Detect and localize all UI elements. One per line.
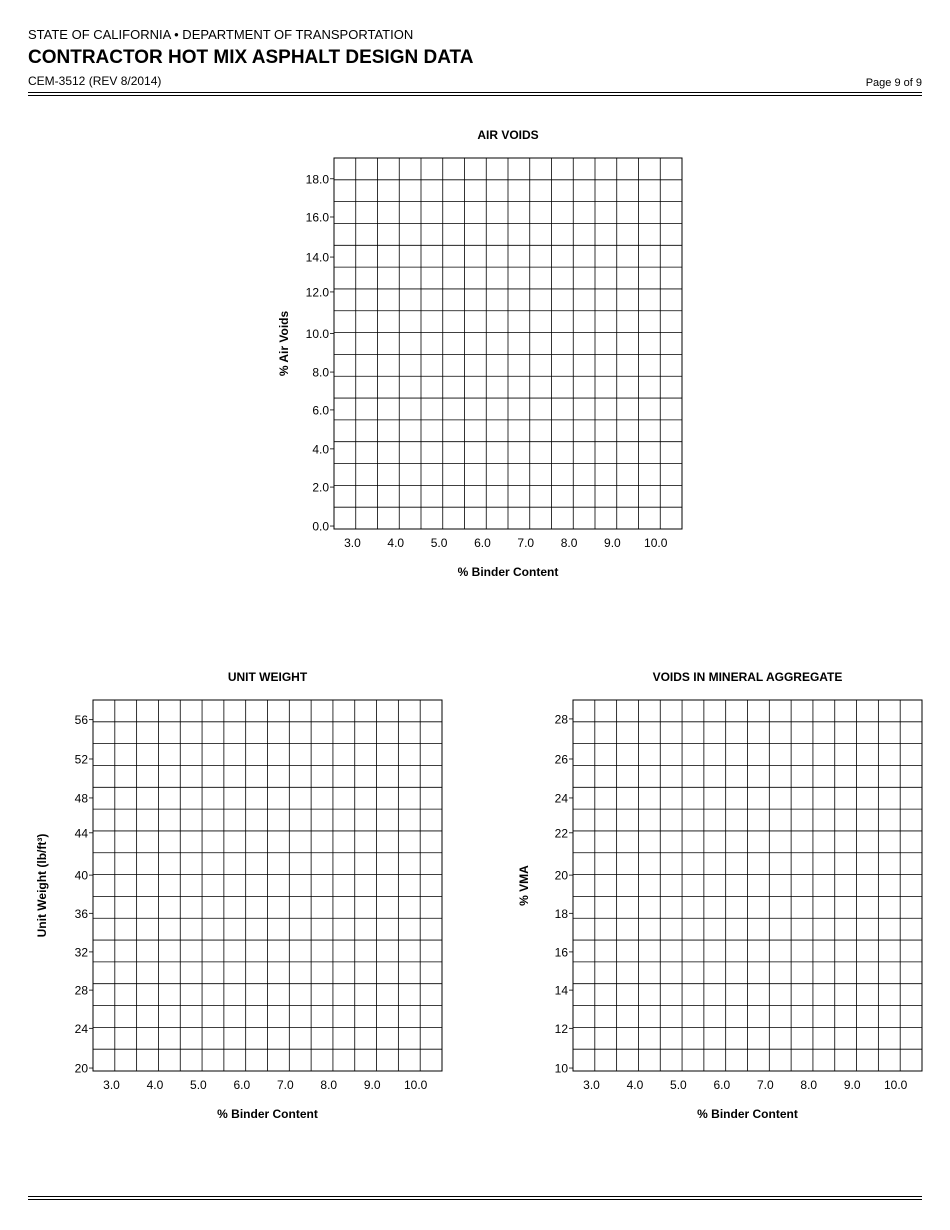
air-voids-y-tick-label: 12.0 <box>305 285 329 300</box>
unit-weight-chart <box>35 670 442 1121</box>
air-voids-chart <box>277 128 682 579</box>
vma-y-tick-label: 20 <box>554 868 568 883</box>
air-voids-y-tick-label: 16.0 <box>305 210 329 225</box>
unit-weight-x-tick-label: 5.0 <box>190 1078 207 1092</box>
vma-chart <box>517 670 922 1121</box>
vma-y-tick-label: 14 <box>554 983 568 998</box>
vma-x-tick-label: 5.0 <box>670 1078 687 1092</box>
form-title: CONTRACTOR HOT MIX ASPHALT DESIGN DATA <box>28 47 474 68</box>
agency-name: STATE OF CALIFORNIA • DEPARTMENT OF TRANSPORTATION <box>28 27 414 42</box>
air-voids-x-tick-label: 8.0 <box>560 536 578 550</box>
vma-y-tick-label: 26 <box>554 752 568 767</box>
air-voids-y-tick-label: 10.0 <box>305 326 329 341</box>
vma-x-tick-label: 4.0 <box>626 1078 644 1092</box>
air-voids-y-axis-label: % Air Voids <box>277 310 291 377</box>
air-voids-y-tick-label: 8.0 <box>312 365 329 380</box>
unit-weight-y-tick-label: 44 <box>74 826 88 841</box>
air-voids-y-tick-label: 2.0 <box>312 480 329 495</box>
unit-weight-y-tick-label: 32 <box>74 945 88 960</box>
page-number: Page 9 of 9 <box>865 77 922 89</box>
vma-x-tick-label: 7.0 <box>756 1078 774 1092</box>
air-voids-x-tick-label: 9.0 <box>604 536 621 550</box>
air-voids-y-tick-label: 18.0 <box>305 172 329 187</box>
vma-y-axis-label: % VMA <box>517 865 531 906</box>
footer-rule-bottom <box>28 1199 922 1200</box>
air-voids-x-tick-label: 7.0 <box>517 536 535 550</box>
unit-weight-x-axis-label: % Binder Content <box>217 1107 318 1121</box>
unit-weight-x-tick-label: 6.0 <box>233 1078 251 1092</box>
vma-y-tick-label: 28 <box>554 712 568 727</box>
unit-weight-y-tick-label: 36 <box>74 906 88 921</box>
unit-weight-y-tick-label: 28 <box>74 983 88 998</box>
vma-x-tick-label: 6.0 <box>713 1078 731 1092</box>
vma-y-tick-label: 12 <box>554 1021 568 1036</box>
vma-x-tick-label: 10.0 <box>883 1078 908 1092</box>
vma-y-tick-label: 18 <box>554 906 568 921</box>
vma-y-tick-label: 24 <box>554 791 568 806</box>
air-voids-y-tick-label: 14.0 <box>305 250 329 265</box>
vma-y-tick-label: 16 <box>554 945 568 960</box>
unit-weight-y-axis-label: Unit Weight (lb/ft³) <box>35 833 49 938</box>
vma-x-tick-label: 8.0 <box>800 1078 818 1092</box>
form-number: CEM-3512 (REV 8/2014) <box>28 74 162 88</box>
unit-weight-title: UNIT WEIGHT <box>227 670 308 684</box>
unit-weight-x-tick-label: 10.0 <box>403 1078 428 1092</box>
air-voids-x-tick-label: 4.0 <box>387 536 405 550</box>
unit-weight-x-tick-label: 8.0 <box>320 1078 338 1092</box>
air-voids-x-tick-label: 6.0 <box>474 536 491 550</box>
unit-weight-x-tick-label: 4.0 <box>146 1078 164 1092</box>
unit-weight-y-tick-label: 24 <box>74 1021 88 1036</box>
unit-weight-y-tick-label: 48 <box>74 791 88 806</box>
vma-y-tick-label: 22 <box>554 826 568 841</box>
air-voids-title: AIR VOIDS <box>477 128 539 142</box>
air-voids-x-tick-label: 3.0 <box>344 536 361 550</box>
unit-weight-x-tick-label: 9.0 <box>363 1078 381 1092</box>
unit-weight-y-tick-label: 20 <box>74 1061 88 1076</box>
unit-weight-x-tick-label: 7.0 <box>276 1078 294 1092</box>
footer-rule-top <box>28 1196 922 1197</box>
air-voids-y-tick-label: 4.0 <box>312 442 329 457</box>
vma-title: VOIDS IN MINERAL AGGREGATE <box>652 670 843 684</box>
air-voids-x-tick-label: 10.0 <box>644 536 668 550</box>
air-voids-y-tick-label: 6.0 <box>312 403 329 418</box>
vma-y-tick-label: 10 <box>554 1061 568 1076</box>
vma-x-tick-label: 9.0 <box>843 1078 861 1092</box>
air-voids-y-tick-label: 0.0 <box>312 519 329 534</box>
unit-weight-x-tick-label: 3.0 <box>103 1078 120 1092</box>
air-voids-x-axis-label: % Binder Content <box>457 565 559 579</box>
air-voids-x-tick-label: 5.0 <box>430 536 448 550</box>
vma-x-tick-label: 3.0 <box>583 1078 600 1092</box>
unit-weight-y-tick-label: 56 <box>74 713 88 728</box>
vma-x-axis-label: % Binder Content <box>697 1107 798 1121</box>
unit-weight-y-tick-label: 52 <box>74 752 88 767</box>
unit-weight-y-tick-label: 40 <box>74 868 88 883</box>
